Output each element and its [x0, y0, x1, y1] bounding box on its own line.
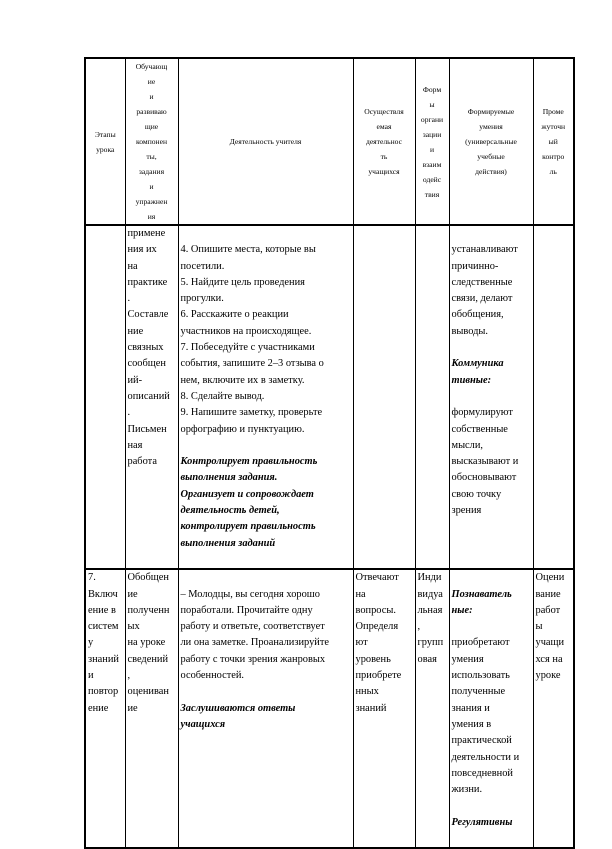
header-control: Проме жуточн ый контро ль — [533, 58, 574, 225]
skills-text: приобретают умения использовать полученные знания и умения в практической деятельности и повседневной жизни. — [451, 637, 520, 796]
cell-teacher-activity — [178, 225, 353, 569]
cell-components: Обобщен ие полученн ых на уроке сведений , оцениван ие — [125, 569, 178, 848]
header-student-activity: Осуществля емая деятельнос ть учащихся — [353, 58, 415, 225]
header-components: Обучающ ие и развиваю щие компонен ты, задания и упражнен ия — [125, 58, 178, 225]
cell-stage: 7. Включ ение в систем у знаний и повтор ение — [85, 569, 125, 848]
cell-components: примене ния их на практике . Составле ние связных сообщен ий- описаний . Письмен ная работа — [125, 225, 178, 569]
cell-skills — [449, 569, 533, 848]
header-teacher-activity: Деятельность учителя — [178, 58, 353, 225]
cell-control: Оцени вание работ ы учащи хся на уроке — [533, 569, 574, 848]
cell-teacher-activity — [178, 569, 353, 848]
table-header-row — [85, 58, 574, 225]
table-row — [85, 225, 574, 569]
cell-skills — [449, 225, 533, 569]
header-stages: Этапы урока — [85, 58, 125, 225]
cell-stage — [85, 225, 125, 569]
teacher-text: – Молодцы, вы сегодня хорошо поработали. Прочитайте одну работу и ответьте, соответствует ли она заметке. Проанализируйте работу с точки зрения жанровых особенностей. — [180, 588, 329, 682]
teacher-italic-text: Заслушиваются ответы учащихся — [180, 702, 296, 730]
cell-forms: Инди видуа льная , групп овая — [415, 569, 449, 848]
skills-text: устанавливают причинно- следственные связи, делают обобщения, выводы. — [451, 244, 518, 337]
header-forms: Форм ы органи зации и взаим одейс твия — [415, 58, 449, 225]
skills-text: формулируют собственные мысли, высказывают и обосновывают свою точку зрения — [451, 407, 519, 517]
teacher-text: 4. Опишите места, которые вы посетили. 5. Найдите цель проведения прогулки. 6. Расскажите о реакции участников на происходящее. 7. Побеседуйте с участниками события, запишите 2–3 отзыва о нем, включите их в заметку. 8. Сделайте вывод. 9. Напишите заметку, проверьте орфографию и пунктуацию. — [180, 244, 324, 435]
teacher-italic-text: Контролирует правильность выполнения задания. Организует и сопровождает деятельность детей, контролирует правильность выполнения заданий — [180, 456, 318, 549]
cell-student-activity — [353, 225, 415, 569]
skills-heading: Коммуника тивные: — [451, 358, 504, 386]
lesson-plan-table — [84, 57, 575, 849]
cell-control — [533, 225, 574, 569]
cell-forms — [415, 225, 449, 569]
table-row — [85, 569, 574, 848]
skills-heading: Регулятивны — [451, 816, 513, 828]
skills-heading: Познаватель ные: — [451, 588, 512, 616]
cell-student-activity: Отвечают на вопросы. Определя ют уровень приобрете нных знаний — [353, 569, 415, 848]
header-skills: Формируемые умения (универсальные учебные действия) — [449, 58, 533, 225]
